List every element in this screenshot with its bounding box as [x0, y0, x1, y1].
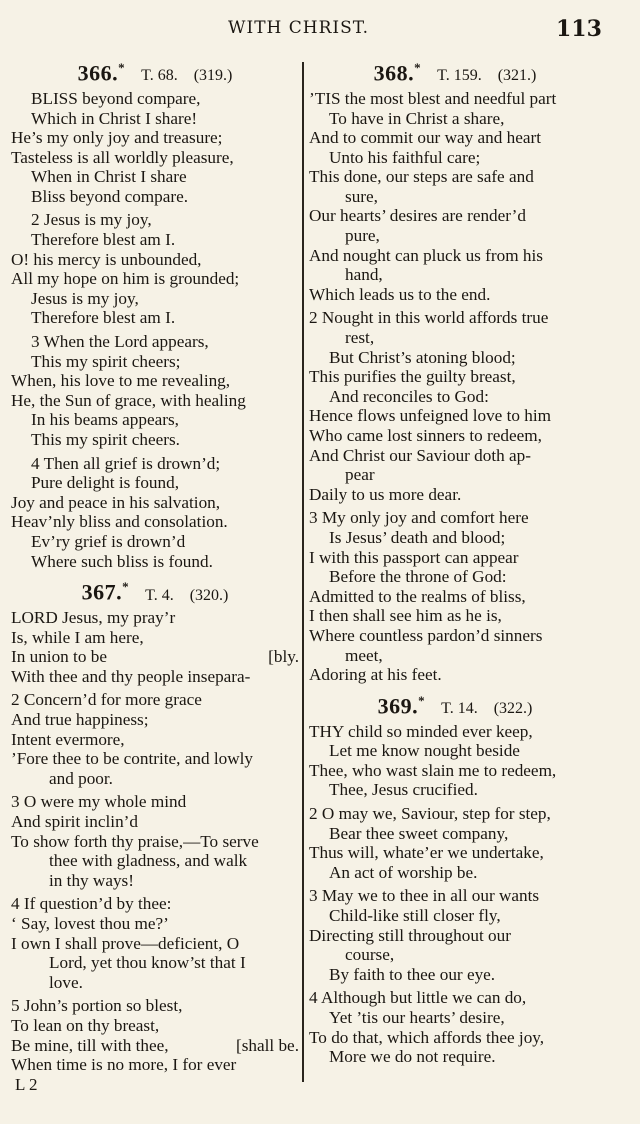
verse-line: More we do not require. [329, 1047, 496, 1067]
verse-line: Is, while I am here, [11, 627, 144, 647]
verse-line: Intent evermore, [11, 729, 125, 749]
verse-line: He, the Sun of grace, with healing [11, 390, 246, 410]
verse-line: When, his love to me revealing, [11, 371, 231, 391]
verse-line: Our hearts’ desires are render’d [309, 206, 526, 226]
verse-line: thee with gladness, and walk [49, 851, 248, 871]
verse-line: BLISS beyond compare, [31, 88, 201, 108]
verse-line: 2 Concern’d for more grace [11, 690, 202, 710]
tune-reference: T. 159. [437, 67, 482, 85]
verse-line: To do that, which affords thee joy, [309, 1027, 545, 1047]
verse-line: ’TIS the most blest and needful part [309, 88, 557, 108]
verse-line: 3 May we to thee in all our wants [309, 886, 540, 906]
verse-line: O! his mercy is unbounded, [11, 249, 202, 269]
verse-line: He’s my only joy and treasure; [11, 128, 223, 148]
verse-line: Where such bliss is found. [31, 551, 213, 571]
verse-line: and poor. [49, 768, 113, 788]
verse-line: This my spirit cheers; [31, 351, 181, 371]
verse-line: Tasteless is all worldly pleasure, [11, 147, 234, 167]
verse-line: 3 My only joy and comfort here [309, 508, 529, 528]
verse-line: THY child so minded ever keep, [309, 721, 533, 741]
verse-line: Be mine, till with thee, [11, 1035, 169, 1055]
verse-line: 3 When the Lord appears, [31, 332, 209, 352]
verse-line: Jesus is my joy, [31, 288, 139, 308]
hymn-number: 369.* [377, 692, 426, 719]
verse-line: To have in Christ a share, [329, 108, 505, 128]
verse-line: In union to be [11, 647, 107, 667]
verse-line: This my spirit cheers. [31, 430, 180, 450]
turnover-text: [bly. [268, 647, 299, 667]
verse-line: meet, [345, 645, 383, 665]
verse-line: In his beams appears, [31, 410, 179, 430]
verse-line: Is Jesus’ death and blood; [329, 527, 506, 547]
verse-line: 2 Nought in this world affords true [309, 308, 549, 328]
verse-line: Before the throne of God: [329, 567, 507, 587]
verse-line: And true happiness; [11, 710, 149, 730]
verse-line: And to commit our way and heart [309, 128, 541, 148]
verse-line: Bear thee sweet company, [329, 823, 509, 843]
verse-line: Unto his faithful care; [329, 147, 481, 167]
old-number: (322.) [493, 700, 533, 718]
verse-line: Lord, yet thou know’st that I [49, 953, 246, 973]
verse-line: And spirit inclin’d [11, 812, 138, 832]
verse-line: And Christ our Saviour doth ap- [309, 445, 531, 465]
verse-line: When in Christ I share [31, 167, 187, 187]
verse-line-with-overflow [11, 647, 299, 667]
verse-line: 4 Although but little we can do, [309, 988, 527, 1008]
verse-line: Which leads us to the end. [309, 284, 491, 304]
verse-line: 4 Then all grief is drown’d; [31, 453, 221, 473]
tune-reference: T. 68. [141, 67, 178, 85]
verse-line: Pure delight is found, [31, 473, 179, 493]
verse-line: When time is no more, I for ever [11, 1055, 237, 1075]
hymn-368-heading [309, 58, 601, 86]
verse-line: ‘ Say, lovest thou me?’ [11, 914, 169, 933]
verse-line: love. [49, 972, 83, 992]
verse-line: I with this passport can appear [309, 547, 519, 567]
verse-line: Hence flows unfeigned love to him [309, 406, 551, 426]
verse-line: I then shall see him as he is, [309, 606, 502, 626]
column-divider [302, 62, 304, 1082]
verse-line: pear [345, 465, 375, 485]
hymn-367-heading [11, 577, 299, 605]
verse-line: To lean on thy breast, [11, 1015, 160, 1035]
verse-line: Child-like still closer fly, [329, 906, 501, 925]
old-number: (321.) [497, 67, 537, 85]
verse-line: Yet ’tis our hearts’ desire, [329, 1007, 505, 1027]
verse-line: 5 John’s portion so blest, [11, 996, 183, 1016]
hymn-366-heading [11, 58, 299, 86]
hymn-368-text [309, 89, 601, 685]
hymn-366-text [11, 89, 299, 571]
old-number: (319.) [193, 67, 233, 85]
verse-line-with-overflow [11, 1036, 299, 1056]
hymn-number: 366.* [77, 60, 126, 86]
verse-line: Therefore blest am I. [31, 230, 176, 250]
right-column [309, 58, 601, 1067]
hymn-number: 367.* [81, 579, 130, 605]
hymn-number: 368.* [373, 60, 422, 86]
verse-line: 2 Jesus is my joy, [31, 210, 152, 230]
verse-line: Adoring at his feet. [309, 665, 442, 685]
verse-line: To show forth thy praise,—To serve [11, 831, 259, 851]
verse-line: 2 O may we, Saviour, step for step, [309, 804, 551, 824]
verse-line: But Christ’s atoning blood; [329, 347, 516, 367]
verse-line: hand, [345, 265, 383, 285]
verse-line: 3 O were my whole mind [11, 792, 187, 812]
verse-line: Bliss beyond compare. [31, 186, 189, 206]
hymn-369-heading [309, 691, 601, 719]
verse-line: LORD Jesus, my pray’r [11, 608, 176, 628]
verse-line: sure, [345, 186, 378, 206]
verse-line: 4 If question’d by thee: [11, 894, 172, 914]
verse-line: ’Fore thee to be contrite, and lowly [11, 749, 253, 769]
signature-mark: L 2 [15, 1074, 38, 1094]
turnover-text: [shall be. [235, 1035, 299, 1055]
verse-line: This purifies the guilty breast, [309, 367, 516, 387]
left-column [11, 58, 299, 1094]
verse-line: Which in Christ I share! [31, 108, 198, 128]
verse-line: Let me know nought beside [329, 741, 520, 761]
verse-line: And reconciles to God: [329, 386, 489, 406]
verse-line: This done, our steps are safe and [309, 167, 534, 187]
verse-line: All my hope on him is grounded; [11, 269, 240, 289]
verse-line: course, [345, 945, 395, 965]
verse-line: Who came lost sinners to redeem, [309, 426, 542, 446]
verse-line: in thy ways! [49, 870, 134, 890]
tune-reference: T. 4. [145, 586, 174, 604]
verse-line: rest, [345, 328, 375, 348]
verse-line: I own I shall prove—deficient, O [11, 933, 240, 953]
verse-line: Thus will, whate’er we undertake, [309, 843, 544, 863]
tune-reference: T. 14. [441, 700, 478, 718]
verse-line: And nought can pluck us from his [309, 245, 543, 265]
verse-line: An act of worship be. [329, 862, 478, 882]
verse-line: Thee, who wast slain me to redeem, [309, 760, 557, 780]
verse-line: pure, [345, 226, 380, 246]
verse-line: Where countless pardon’d sinners [309, 625, 543, 645]
hymn-367-text [11, 608, 299, 1094]
verse-line: Heav’nly bliss and consolation. [11, 512, 228, 532]
old-number: (320.) [189, 586, 229, 604]
verse-line: Ev’ry grief is drown’d [31, 531, 186, 551]
page-number: 113 [556, 16, 602, 42]
verse-line: Directing still throughout our [309, 925, 511, 945]
hymn-369-text [309, 722, 601, 1067]
verse-line: Therefore blest am I. [31, 308, 176, 328]
verse-line: Admitted to the realms of bliss, [309, 586, 526, 606]
running-head: WITH CHRIST. [228, 18, 369, 38]
verse-line: With thee and thy people insepara- [11, 666, 251, 686]
verse-line: Daily to us more dear. [309, 484, 462, 504]
verse-line: Joy and peace in his salvation, [11, 492, 221, 512]
verse-line: Thee, Jesus crucified. [329, 780, 478, 800]
verse-line: By faith to thee our eye. [329, 964, 496, 984]
